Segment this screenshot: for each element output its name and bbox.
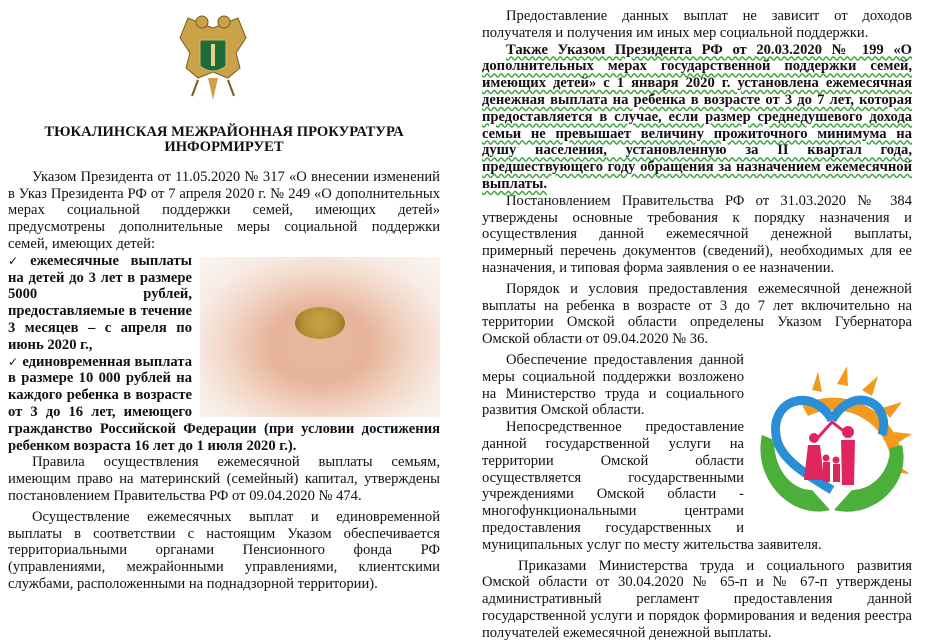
income-paragraph: Предоставление данных выплат не зависит от доходов получателя и получения им иных мер социальной поддержки. xyxy=(482,8,912,42)
title-line-2: ИНФОРМИРУЕТ xyxy=(8,140,440,155)
rules-paragraph: Правила осуществления ежемесячной выплаты семьям, имеющим право на материнский (семейный) капитал, утверждены постановлением Правительства РФ от 09.04.2020 № 474. xyxy=(8,454,440,504)
title-line-1: ТЮКАЛИНСКАЯ МЕЖРАЙОННАЯ ПРОКУРАТУРА xyxy=(8,125,440,140)
bullet-text: единовременная выплата в размере 10 000 рублей на каждого ребенка в возрасте от 3 до 16 лет, имеющего гражданство Российской Федерации (при условии достижения ребенком возраста 16 лет до 1 июля 2020 г.). xyxy=(8,354,440,454)
coins-image xyxy=(295,307,345,339)
family-support-logo-icon xyxy=(752,360,912,525)
ministry-paragraph xyxy=(482,352,912,419)
decree-384-paragraph: Постановлением Правительства РФ от 31.03.2020 № 384 утверждены основные требования к порядку назначения и осуществления данной ежемесячной денежной выплаты, примерный перечень документов (сведений), необходимых для ее назначения, и типовая форма заявления о ее назначении. xyxy=(482,193,912,277)
checkmark-icon: ✓ xyxy=(8,254,26,268)
intro-paragraph: Указом Президента от 11.05.2020 № 317 «О внесении изменений в Указ Президента РФ от 7 апреля 2020 г. № 249 «О дополнительных мерах социальной поддержки семей, имеющих детей» предусмотрены дополнительные меры социальной поддержки семей, имеющих детей: xyxy=(8,169,440,253)
mfc-paragraph: Непосредственное предоставление данной государственной услуги на территории Омской области осуществляется государственными учреждениями Омской области - многофункциональными центрами предоставления государственных и муниципальных услуг по месту жительства заявителя. xyxy=(482,419,912,553)
bullet-text: ежемесячные выплаты на детей до 3 лет в размере 5000 рублей, предоставляемые в течение 3 месяцев – с апреля по июнь 2020 г., xyxy=(8,253,192,353)
pfr-paragraph: Осуществление ежемесячных выплат и единовременной выплаты в соответствии с настоящим Указом обеспечивается территориальными органами Пенсионного фонда РФ (управлениями, межрайонными управлениями, клиентскими службами, расположенными на поднадзорной территории). xyxy=(8,509,440,593)
checkmark-icon: ✓ xyxy=(8,355,18,369)
left-column xyxy=(8,0,440,593)
omsk-order-paragraph: Порядок и условия предоставления ежемесячной денежной выплаты на ребенка в возрасте от 3 до 7 лет включительно на территории Омской области определены Указом Губернатора Омской области от 09.04.2020 № 36. xyxy=(482,281,912,348)
hands-with-coins-photo xyxy=(200,257,440,417)
page-title xyxy=(8,125,440,155)
orders-paragraph: Приказами Министерства труда и социального развития Омской области от 30.04.2020 № 65-п и № 67-п утверждены административный регламент предоставления данной государственной услуги и порядок формирования и ведения реестра получателей ежемесячной денежной выплаты. xyxy=(482,558,912,641)
right-column xyxy=(482,8,912,641)
decree-199-paragraph: Также Указом Президента РФ от 20.03.2020 № 199 «О дополнительных мерах государственной поддержки семей, имеющих детей» с 1 января 2020 г. установлена ежемесячная денежная выплата на ребенка в возрасте от 3 до 7 лет, которая предоставляется в случае, если размер среднедушевого дохода семьи не превышает величину прожиточного минимума на душу населения, установленную за II квартал года, предшествующего году обращения за назначением ежемесячной выплаты. xyxy=(482,42,912,193)
prosecutor-emblem-icon xyxy=(178,8,248,108)
ministry-text: Обеспечение предоставления данной меры социальной поддержки возложено на Министерство труда и социального развития Омской области. xyxy=(482,352,744,418)
